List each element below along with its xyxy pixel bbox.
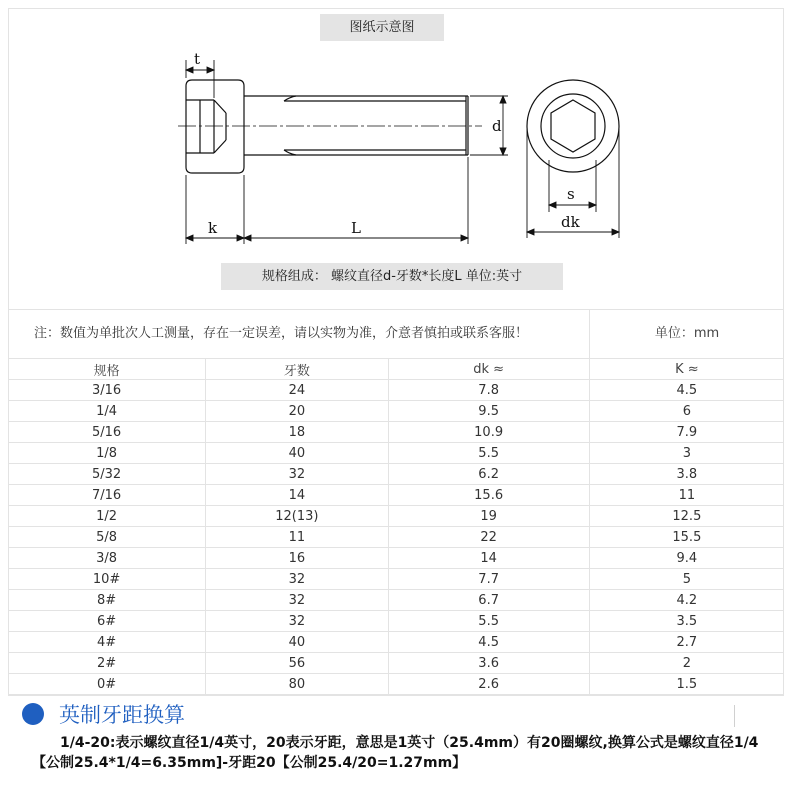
- table-row: [8, 485, 784, 506]
- table-row: [8, 674, 784, 695]
- header-tpi: 牙数: [206, 359, 388, 380]
- table-row: [8, 590, 784, 611]
- table-cell: 32: [206, 464, 388, 485]
- table-cell: 8#: [8, 590, 206, 611]
- table-cell: 6.7: [388, 590, 589, 611]
- table-cell: 2: [589, 653, 784, 674]
- table-cell: 10.9: [388, 422, 589, 443]
- table-cell: 24: [206, 380, 388, 401]
- label-t: t: [194, 50, 201, 68]
- table-cell: 6: [589, 401, 784, 422]
- spec-table: [8, 359, 784, 695]
- table-cell: 4.2: [589, 590, 784, 611]
- table-cell: 15.6: [388, 485, 589, 506]
- table-cell: 80: [206, 674, 388, 695]
- table-cell: 56: [206, 653, 388, 674]
- table-cell: 32: [206, 569, 388, 590]
- table-cell: 19: [388, 506, 589, 527]
- table-cell: 3/16: [8, 380, 206, 401]
- table-row: [8, 632, 784, 653]
- table-row: [8, 506, 784, 527]
- table-row: [8, 527, 784, 548]
- label-dk: dk: [561, 213, 580, 231]
- conversion-explanation: 1/4-20:表示螺纹直径1/4英寸，20表示牙距，意思是1英寸（25.4mm）有20圈螺纹,换算公式是螺纹直径1/4【公制25.4*1/4=6.35mm]-牙距20【公制25.4/20=1.27mm】: [32, 735, 759, 771]
- table-cell: 10#: [8, 569, 206, 590]
- table-row: [8, 548, 784, 569]
- table-cell: 11: [206, 527, 388, 548]
- table-cell: 9.4: [589, 548, 784, 569]
- header-spec: 规格: [8, 359, 206, 380]
- table-cell: 32: [206, 590, 388, 611]
- table-cell: 5/32: [8, 464, 206, 485]
- screw-end-view: [527, 80, 619, 172]
- table-cell: 4.5: [589, 380, 784, 401]
- table-cell: 40: [206, 632, 388, 653]
- table-row: [8, 611, 784, 632]
- unit-note: 单位：mm: [654, 326, 720, 341]
- table-cell: 3.8: [589, 464, 784, 485]
- note-row: [8, 309, 784, 359]
- table-cell: 6.2: [388, 464, 589, 485]
- table-cell: 14: [206, 485, 388, 506]
- table-cell: 7.9: [589, 422, 784, 443]
- table-cell: 7/16: [8, 485, 206, 506]
- table-cell: 32: [206, 611, 388, 632]
- table-cell: 11: [589, 485, 784, 506]
- table-cell: 5/16: [8, 422, 206, 443]
- table-cell: 1/4: [8, 401, 206, 422]
- table-cell: 9.5: [388, 401, 589, 422]
- table-cell: 5.5: [388, 443, 589, 464]
- table-cell: 3/8: [8, 548, 206, 569]
- table-header-row: [8, 359, 784, 380]
- table-cell: 7.7: [388, 569, 589, 590]
- table-cell: 5: [589, 569, 784, 590]
- table-cell: 12(13): [206, 506, 388, 527]
- table-cell: 2.7: [589, 632, 784, 653]
- table-cell: 16: [206, 548, 388, 569]
- table-cell: 12.5: [589, 506, 784, 527]
- screw-drawing: [0, 0, 790, 300]
- table-row: [8, 422, 784, 443]
- table-cell: 18: [206, 422, 388, 443]
- table-cell: 40: [206, 443, 388, 464]
- table-cell: 5.5: [388, 611, 589, 632]
- table-cell: 1/2: [8, 506, 206, 527]
- table-cell: 4#: [8, 632, 206, 653]
- diagram-caption: 图纸示意图: [320, 14, 444, 41]
- table-cell: 3.6: [388, 653, 589, 674]
- table-cell: 1/8: [8, 443, 206, 464]
- divider: [734, 705, 735, 727]
- table-cell: 7.8: [388, 380, 589, 401]
- table-row: [8, 464, 784, 485]
- table-cell: 2#: [8, 653, 206, 674]
- section-title: 英制牙距换算: [59, 703, 185, 727]
- disclaimer-note: 注：数值为单批次人工测量，存在一定误差，请以实物为准，介意者慎拍或联系客服！: [8, 310, 590, 358]
- label-s: s: [567, 185, 575, 203]
- table-cell: 3: [589, 443, 784, 464]
- table-row: [8, 653, 784, 674]
- table-cell: 14: [388, 548, 589, 569]
- table-row: [8, 443, 784, 464]
- table-cell: 20: [206, 401, 388, 422]
- table-cell: 2.6: [388, 674, 589, 695]
- label-d: d: [492, 117, 502, 135]
- header-k: K ≈: [589, 359, 784, 380]
- table-cell: 0#: [8, 674, 206, 695]
- table-row: [8, 569, 784, 590]
- label-k: k: [208, 219, 218, 237]
- label-L: L: [351, 219, 361, 237]
- table-cell: 5/8: [8, 527, 206, 548]
- table-cell: 6#: [8, 611, 206, 632]
- table-cell: 4.5: [388, 632, 589, 653]
- header-dk: dk ≈: [388, 359, 589, 380]
- table-cell: 3.5: [589, 611, 784, 632]
- bullet-dot-icon: [22, 703, 44, 725]
- table-cell: 22: [388, 527, 589, 548]
- spec-caption: 规格组成： 螺纹直径d-牙数*长度L 单位:英寸: [221, 263, 563, 290]
- table-cell: 15.5: [589, 527, 784, 548]
- table-row: [8, 401, 784, 422]
- table-row: [8, 380, 784, 401]
- table-cell: 1.5: [589, 674, 784, 695]
- screw-side-view: [186, 80, 468, 173]
